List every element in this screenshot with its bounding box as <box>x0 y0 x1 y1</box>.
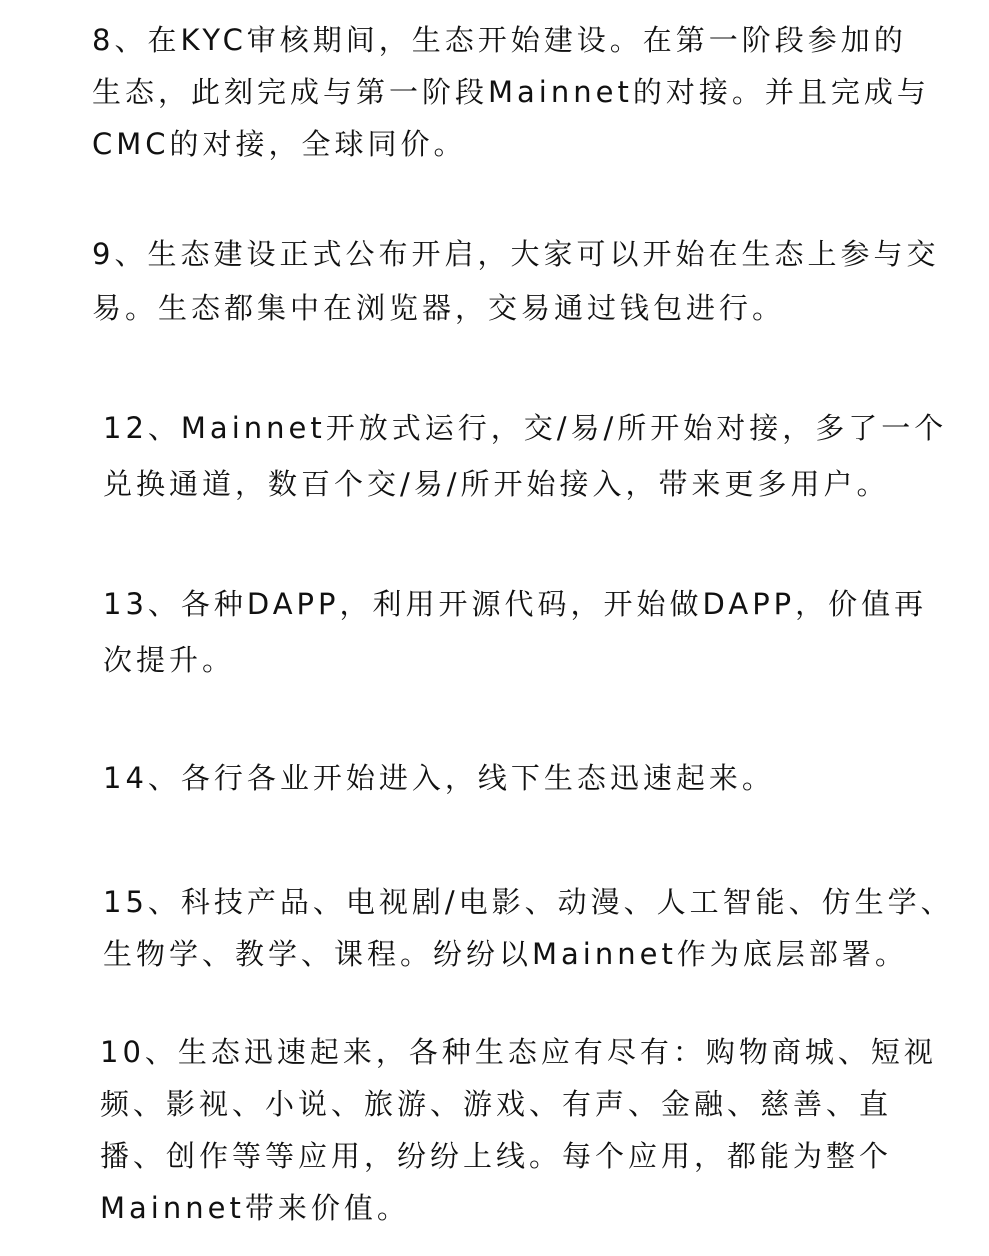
paragraph-15 <box>103 876 954 980</box>
paragraph-line: 频、影视、小说、旅游、游戏、有声、金融、慈善、直 <box>100 1087 893 1121</box>
paragraph-line: 13、各种DAPP，利用开源代码，开始做DAPP，价值再 <box>103 587 928 621</box>
paragraph-line: 播、创作等等应用，纷纷上线。每个应用，都能为整个 <box>100 1139 893 1173</box>
paragraph-9 <box>92 228 939 336</box>
paragraph-line: 易。生态都集中在浏览器，交易通过钱包进行。 <box>92 291 786 325</box>
paragraph-line: 9、生态建设正式公布开启，大家可以开始在生态上参与交 <box>92 237 940 271</box>
paragraph-line: CMC的对接，全球同价。 <box>92 127 467 161</box>
paragraph-12 <box>103 402 947 514</box>
paragraph-line: 15、科技产品、电视剧/电影、动漫、人工智能、仿生学、 <box>103 885 954 919</box>
paragraph-10 <box>100 1026 937 1234</box>
paragraph-line: 生态，此刻完成与第一阶段Mainnet的对接。并且完成与 <box>92 75 930 109</box>
paragraph-line: 生物学、教学、课程。纷纷以Mainnet作为底层部署。 <box>103 937 908 971</box>
paragraph-line: 12、Mainnet开放式运行，交/易/所开始对接，多了一个 <box>103 411 948 445</box>
paragraph-13 <box>103 578 927 690</box>
paragraph-line: 14、各行各业开始进入，线下生态迅速起来。 <box>103 761 775 795</box>
paragraph-14 <box>103 752 775 804</box>
paragraph-8 <box>92 14 930 170</box>
paragraph-line: 兑换通道，数百个交/易/所开始接入，带来更多用户。 <box>103 467 890 501</box>
paragraph-line: 次提升。 <box>103 643 236 677</box>
paragraph-line: 10、生态迅速起来，各种生态应有尽有：购物商城、短视 <box>100 1035 937 1069</box>
paragraph-line: Mainnet带来价值。 <box>100 1191 410 1225</box>
paragraph-line: 8、在KYC审核期间，生态开始建设。在第一阶段参加的 <box>92 23 907 57</box>
